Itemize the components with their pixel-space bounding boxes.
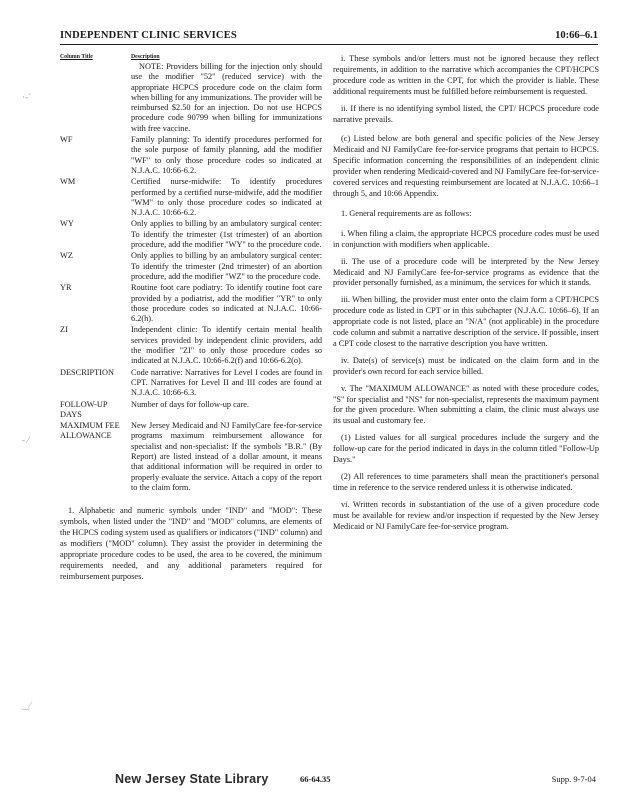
description-heading: Description — [131, 54, 160, 60]
definition-text: NOTE: Providers billing for the injection only should use the modifier "52" (reduced service) with the appropriate HCPCS procedure code on the claim form when billing for any immunizations. The provider will be reimbursed $2.50 for an injection. Do not use HCPCS procedure code 90799 when billing for immunizations with free vaccine. — [131, 62, 322, 133]
margin-mark: ‐ ⁄ — [22, 435, 29, 445]
definitions-table — [60, 54, 322, 493]
body-paragraph: ii. If there is no identifying symbol listed, the CPT/ HCPCS procedure code narrative prevails. — [333, 103, 599, 124]
body-paragraph: (1) Listed values for all surgical procedures include the surgery and the follow-up care for the period indicated in days in the column titled "Follow-Up Days." — [333, 433, 599, 465]
body-paragraph: 1. General requirements are as follows: — [341, 208, 472, 218]
body-paragraph: v. The "MAXIMUM ALLOWANCE" as noted with these procedure codes, "S" for specialist and "NS" for non-specialist, represents the maximum payment for the given procedure. When submitting a claim, the clinic must always use its usual and customary fee. — [333, 383, 599, 426]
body-paragraph: iii. When billing, the provider must enter onto the claim form a CPT/HCPCS procedure code as listed in CPT or in this subchapter (N.J.A.C. 10:66–6). If an appropriate code is not listed, place an "N/A" (not applicable) in the procedure code column and submit a narrative description of the service. If possible, insert a CPT code closest to the narrative description you have written. — [333, 295, 599, 348]
definition-text: Number of days for follow-up care. — [131, 399, 249, 409]
running-header — [60, 28, 598, 45]
definition-description — [131, 219, 322, 250]
right-column — [333, 54, 599, 539]
body-paragraph: ii. The use of a procedure code will be interpreted by the New Jersey Medicaid and NJ FamilyCare fee-for-service programs as evidence that the provider personally furnished, as a minimum, the services for which it stands. — [333, 256, 599, 288]
definition-text: Certified nurse-midwife: To identify procedures performed by a certified nurse-midwife, add the modifier "WM" to only those procedure codes so indicated at N.J.A.C. 10:66-6.2. — [131, 177, 322, 218]
symbols-paragraph: 1. Alphabetic and numeric symbols under "IND" and "MOD": These symbols, when listed under the "IND" and "MOD" columns, are elements of the HCPCS coding system used as qualifiers or indicators ("IND" column) and as modifiers ("MOD" column). They assist the provider in determining the appropriate procedure codes to be used, the area to be covered, the minimum requirements needed, and any additional parameters required for reimbursement purposes. — [60, 506, 322, 581]
definition-description — [131, 368, 322, 399]
body-paragraph: i. When filing a claim, the appropriate HCPCS procedure codes must be used in conjunction with modifiers when applicable. — [333, 228, 599, 249]
definition-term — [60, 62, 131, 134]
definition-text: Code narrative: Narratives for Level I codes are found in CPT. Narratives for Level II and III codes are found at N.J.A.C. 10:66-6.3. — [131, 367, 322, 398]
body-paragraph: i. These symbols and/or letters must not be ignored because they reflect requirements, in addition to the narrative which accompanies the CPT/HCPCS procedure code as written in the CPT, for which the provider is liable. These additional requirements must be fulfilled before reimbursement is requested. — [333, 54, 599, 96]
margin-mark: ·‐ˊ — [22, 92, 31, 102]
definition-term: WF — [60, 135, 73, 145]
body-paragraph: (c) Listed below are both general and specific policies of the New Jersey Medicaid and NJ FamilyCare fee-for-service programs that pertain to HCPCS. Specific information concerning the responsibilities of an independent clinic provider when rendering Medicaid-covered and NJ FamilyCare fee-for-service-covered services and requesting reimbursement are located at N.J.A.C. 10:66–1 through 5, and 10:66 Appendix. — [333, 134, 599, 198]
definition-text: Only applies to billing by an ambulatory surgical center: To identify the trimester (1st trimester) of an abortion procedure, add the modifier "WY" to the procedure code. — [131, 219, 322, 250]
definition-description — [131, 177, 322, 218]
margin-mark: ‿⁄ — [22, 700, 31, 710]
definition-term: ZI — [60, 325, 68, 335]
header-section: 10:66–6.1 — [555, 30, 598, 41]
definition-term: MAXIMUM FEE ALLOWANCE — [60, 421, 120, 441]
definition-text: Routine foot care podiatry: To identify routine foot care provided by a podiatrist, add the modifier "YR" to only those procedure codes so indicated at N.J.A.C. 10:66-6.2(h). — [131, 283, 322, 324]
left-column — [60, 54, 322, 583]
definition-description — [131, 421, 322, 493]
definition-term: WM — [60, 177, 76, 187]
definition-description — [131, 62, 322, 134]
page-footer — [0, 772, 618, 790]
definition-description — [131, 135, 322, 176]
body-paragraph: (2) All references to time parameters shall mean the practitioner's personal time in reference to the service rendered unless it is otherwise indicated. — [333, 472, 599, 492]
definition-text: Family planning: To identify procedures performed for the sole purpose of family planning, add the modifier "WF" to only those procedure codes so indicated at N.J.A.C. 10:66-6.2. — [131, 135, 322, 175]
column-title-heading: Column Title — [60, 54, 93, 60]
definition-term: WZ — [60, 251, 73, 261]
body-paragraph: vi. Written records in substantiation of the use of a given procedure code must be available for review and/or inspection if requested by the New Jersey Medicaid or NJ FamilyCare fee-for-service program. — [333, 499, 599, 531]
supplement-date: Supp. 9-7-04 — [551, 774, 596, 784]
definition-description — [131, 400, 322, 421]
header-title: INDEPENDENT CLINIC SERVICES — [60, 30, 237, 41]
page-number: 66-64.35 — [300, 774, 331, 784]
definition-description — [131, 251, 322, 282]
definition-description — [131, 283, 322, 324]
definition-text: New Jersey Medicaid and NJ FamilyCare fee-for-service programs maximum reimbursement allowance for specialist and non-specialist: If the symbols "B.R." (By Report) are listed instead of a dollar amount, it means that additional information will be required in order to properly evaluate the service. Attach a copy of the report to the claim form. — [131, 421, 322, 492]
definition-text: Only applies to billing by an ambulatory surgical center: To identify the trimester (2nd trimester) of an abortion procedure, add the modifier "WZ" to the procedure code. — [131, 251, 322, 281]
library-stamp: New Jersey State Library — [115, 772, 269, 786]
definition-term: DESCRIPTION — [60, 367, 114, 377]
definition-text: Independent clinic: To identify certain mental health services provided by independent clinic providers, add the modifier "ZI" to only those procedure codes so indicated at N.J.A.C. 10:66-6.2(f) and 10:66-6.2(o). — [131, 325, 322, 366]
body-paragraph: iv. Date(s) of service(s) must be indicated on the claim form and in the provider's own record for each service billed. — [333, 355, 599, 376]
definition-term: WY — [60, 219, 74, 229]
definition-term: YR — [60, 283, 72, 293]
definition-term: FOLLOW-UP DAYS — [60, 399, 108, 419]
definition-description — [131, 325, 322, 366]
